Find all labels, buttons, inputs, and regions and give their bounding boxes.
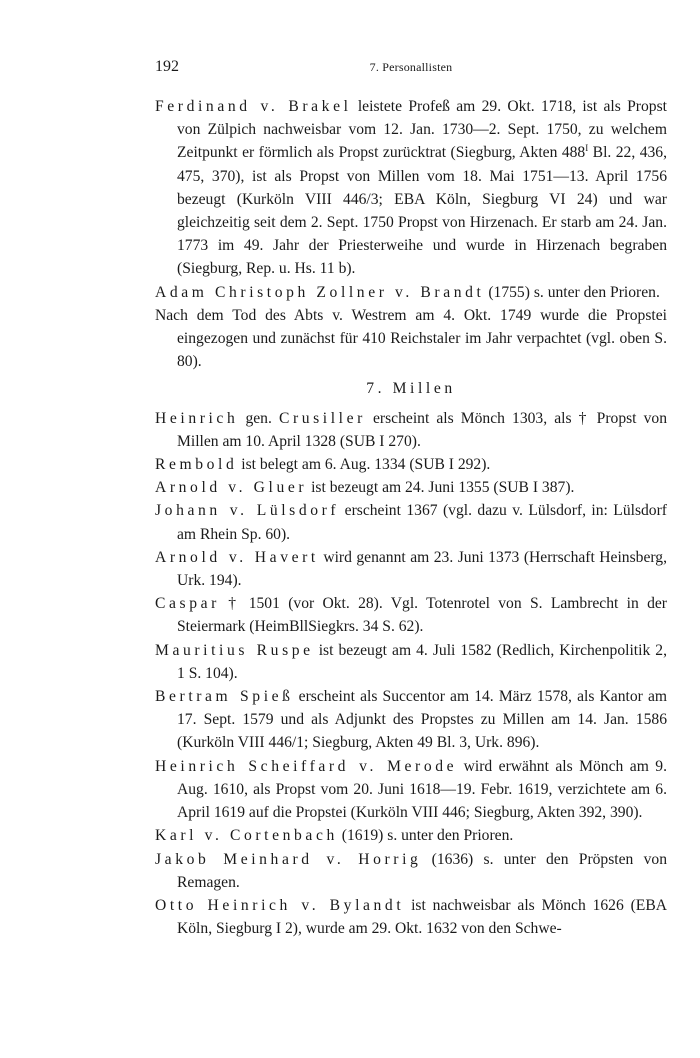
entry-adam-zollner xyxy=(155,281,667,304)
entry-text: ist belegt am 6. Aug. 1334 (SUB I 292). xyxy=(237,456,491,474)
entry-name: Bertram Spieß xyxy=(155,688,294,706)
entry-arnold-havert xyxy=(155,546,667,592)
entry-bertram-spiess xyxy=(155,685,667,755)
entry-name: Mauritius Ruspe xyxy=(155,641,314,659)
entry-text: ist bezeugt am 4. Juli 1582 (Redlich, Kirchenpolitik 2, 1 S. 104). xyxy=(177,641,667,682)
entry-text-continued: Bl. 22, 436, 475, 370), ist als Propst von Millen vom 18. Mai 1751—13. April 1756 bezeugt (Kurköln VIII 446/3; EBA Köln, Siegburg VI 24) und war gleichzeitig seit dem 2. Sept. 1750 Propst von Hirzenach. Er starb am 24. Jan. 1773 im 49. Jahr der Priesterweihe und wurde in Hirzenach begraben (Siegburg, Rep. u. Hs. 11 b). xyxy=(177,144,667,278)
page-body xyxy=(155,95,667,940)
entry-text: (1636) s. unter den Pröpsten von Remagen. xyxy=(177,850,667,891)
entry-text: leistete Profeß am 29. Okt. 1718, ist als Propst von Zülpich nachweisbar vom 12. Jan. 1730—2. Sept. 1750, zu welchem Zeitpunkt er förmlich als Propst zurücktrat (Siegburg, Akten 488 xyxy=(177,98,667,162)
entry-name-surname: Crusiller xyxy=(278,409,366,427)
paragraph-propstei-note xyxy=(155,304,667,374)
entry-heinrich-scheiffard xyxy=(155,755,667,825)
entry-name: Otto Heinrich v. Bylandt xyxy=(155,896,405,914)
entry-text: ist bezeugt am 24. Juni 1355 (SUB I 387). xyxy=(307,479,575,497)
running-head: 7. Personallisten xyxy=(369,60,453,74)
entry-arnold-gluer xyxy=(155,476,667,499)
entry-ferdinand-brakel xyxy=(155,95,667,281)
entry-text: (1619) s. unter den Prioren. xyxy=(337,827,514,845)
entry-text: wird erwähnt als Mönch am 9. Aug. 1610, als Propst vom 20. Juni 1618—19. Febr. 1619, verzichtete am 6. April 1619 auf die Propstei (Kurköln VIII 446; Siegburg, Akten 392, 390). xyxy=(177,757,667,822)
entry-rembold xyxy=(155,453,667,476)
entry-text: erscheint als Succentor am 14. März 1578, als Kantor am 17. Sept. 1579 und als Adjunkt des Propstes zu Millen am 14. Jan. 1586 (Kurköln VIII 446/1; Siegburg, Akten 49 Bl. 3, Urk. 896). xyxy=(177,688,667,752)
entry-name: Heinrich Scheiffard v. Merode xyxy=(155,757,458,775)
entry-text-continued: erscheint als Mönch 1303, als † Propst von Millen am 10. April 1328 (SUB I 270). xyxy=(177,409,667,450)
section-heading: 7. Millen xyxy=(366,380,456,398)
entry-text: ist nachweisbar als Mönch 1626 (EBA Köln, Siegburg I 2), wurde am 29. Okt. 1632 von den Schwe- xyxy=(177,896,667,938)
entry-name: Jakob Meinhard v. Horrig xyxy=(155,850,422,868)
entry-heinrich-crusiller xyxy=(155,407,667,453)
entry-text: gen. xyxy=(238,409,279,427)
entry-name: Arnold v. Havert xyxy=(155,548,319,566)
entry-caspar xyxy=(155,592,667,638)
entry-name: Ferdinand v. Brakel xyxy=(155,98,352,115)
entry-name: Johann v. Lülsdorf xyxy=(155,502,340,520)
entry-name: Adam Christoph Zollner v. Brandt xyxy=(155,283,485,301)
entry-name: Rembold xyxy=(155,456,238,474)
entry-karl-cortenbach xyxy=(155,824,667,847)
entry-name: Arnold v. Gluer xyxy=(155,479,308,497)
entry-text: † 1501 (vor Okt. 28). Vgl. Totenrotel von S. Lambrecht in der Steiermark (HeimBllSiegkrs. 34 S. 62). xyxy=(177,595,667,636)
entry-name: Caspar xyxy=(155,595,220,613)
entry-name: Heinrich xyxy=(155,409,239,427)
entry-jakob-meinhard xyxy=(155,848,667,894)
entry-text: (1755) s. unter den Prioren. xyxy=(484,283,660,301)
page-number: 192 xyxy=(155,58,179,75)
entry-otto-bylandt xyxy=(155,894,667,940)
entry-name: Karl v. Cortenbach xyxy=(155,827,338,845)
paragraph-text: Nach dem Tod des Abts v. Westrem am 4. Okt. 1749 wurde die Propstei eingezogen und zunächst für 410 Reichstaler im Jahr verpachtet (vgl. oben S. 80). xyxy=(155,306,667,371)
entry-johann-luelsdorf xyxy=(155,499,667,545)
entry-text: erscheint 1367 (vgl. dazu v. Lülsdorf, in: Lülsdorf am Rhein Sp. 60). xyxy=(177,502,667,543)
entry-superscript: I xyxy=(585,143,589,154)
page-header xyxy=(155,58,667,82)
entry-text: wird genannt am 23. Juni 1373 (Herrschaft Heinsberg, Urk. 194). xyxy=(177,548,668,590)
entry-mauritius-ruspe xyxy=(155,639,667,685)
